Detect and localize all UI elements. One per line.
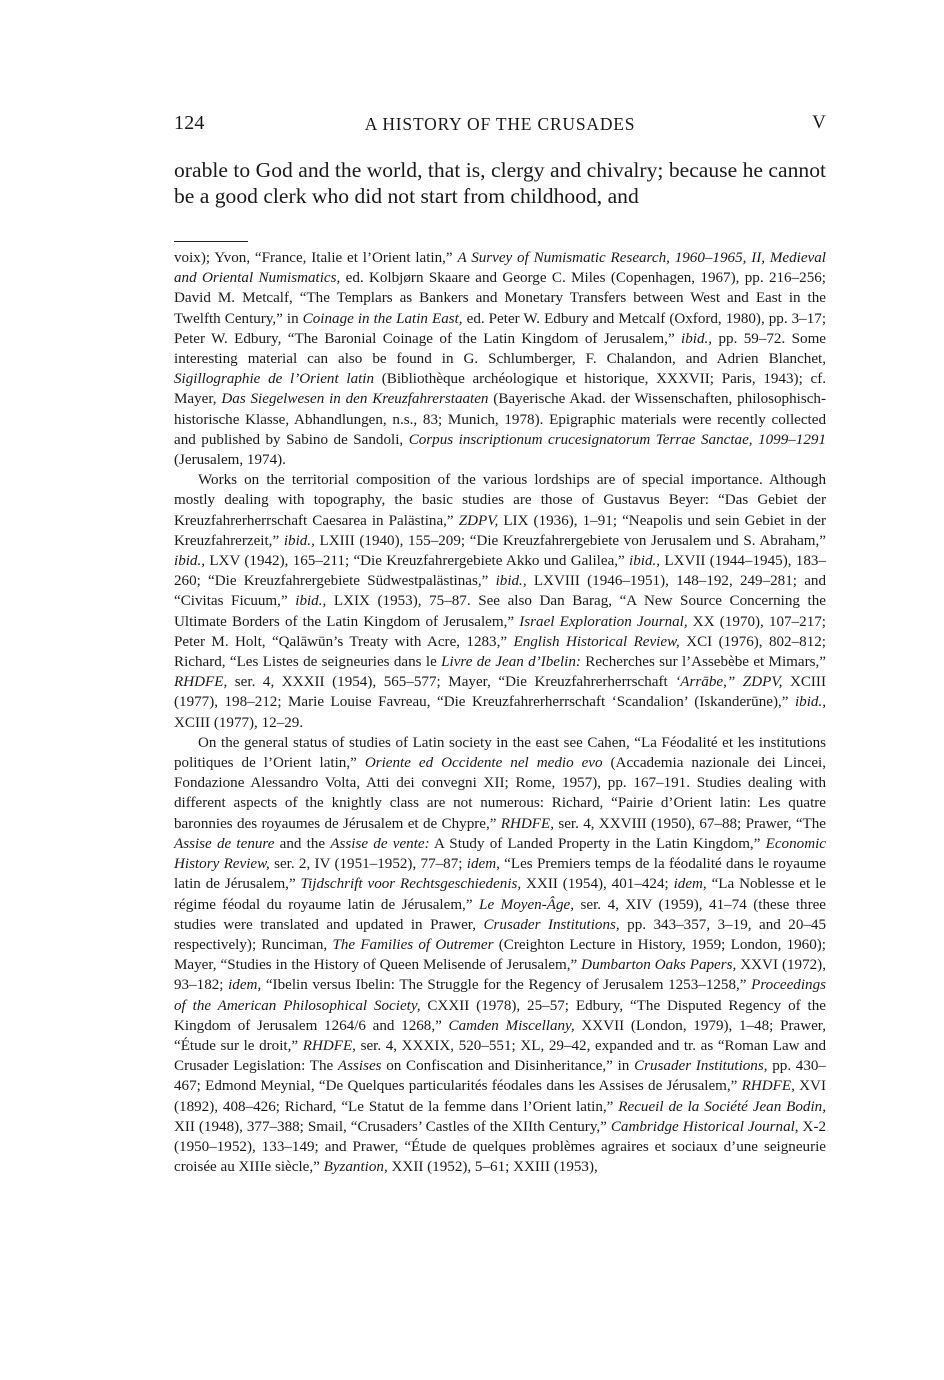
italic-title: idem, (466, 856, 500, 873)
note-text: (Accademia nazionale dei Lincei, Fondazione Alessandro Volta, Atti dei convegni XII; Rome, 1957), pp. 167–191. Studies dealing with different aspects of the knightly class are not numerous: Richard, “Pairie d’Orient latin: Les quatre baronnies des royaumes de Jérusalem et de Chypre,” (174, 755, 826, 832)
italic-title: Economic History Review, (174, 835, 826, 873)
note-text: X-2 (1950–1952), 133–149; and Prawer, “Étude de quelques problèmes agraires et sociaux d’une seigneurie croisée au XIIIe siècle,” (174, 1118, 827, 1176)
italic-title: English Historical Review, (513, 633, 680, 650)
note-text: ed. Peter W. Edbury and Metcalf (Oxford, 1980), pp. 3–17; Peter W. Edbury, “The Baronial Coinage of the Latin Kingdom of Jerusalem,” (174, 310, 827, 347)
italic-title: The Families of Outremer (332, 936, 494, 953)
italic-title: Proceedings of the American Philosophical Society, (174, 977, 826, 1014)
note-text: ed. Kolbjørn Skaare and George C. Miles (Copenhagen, 1967), pp. 216–256; David M. Metcalf, “The Templars as Bankers and Monetary Transfers between West and East in the Twelfth Century,” in (174, 270, 826, 327)
note-text: “Ibelin versus Ibelin: The Struggle for the Regency of Jerusalem 1253–1258,” (261, 977, 752, 994)
note-text: Recherches sur l’Assebèbe et Mimars,” (580, 654, 826, 671)
italic-title: RHDFE, (741, 1078, 795, 1095)
note-text: XCI (1976), 802–812; Richard, “Les Listes de seigneuries dans le (174, 633, 826, 671)
note-text: (Jerusalem, 1974). (174, 452, 286, 469)
italic-title: Crusader Institutions, (483, 916, 620, 933)
note-paragraph (174, 470, 826, 733)
italic-title: idem, (673, 876, 707, 893)
italic-title: Recueil de la Société Jean Bodin, (618, 1098, 826, 1115)
italic-title: Das Siegelwesen in den Kreuzfahrerstaaten (221, 391, 489, 408)
bibliographic-notes (174, 248, 826, 1177)
italic-title: Assise de tenure (174, 835, 275, 852)
note-text: XXVI (1972), 93–182; (174, 957, 826, 994)
note-text: ser. 4, XIV (1959), 41–74 (these three studies were translated and updated in Prawer, (174, 896, 826, 933)
note-text: LXVIII (1946–1951), 148–192, 249–281; and “Civitas Ficuum,” (174, 573, 826, 610)
note-text: ser. 4, XXXIX, 520–551; XL, 29–42, expanded and tr. as “Roman Law and Crusader Legislation: The (174, 1037, 826, 1075)
italic-title: Assise de vente: (330, 835, 430, 852)
page-number: 124 (174, 112, 205, 134)
note-text: ser. 4, XXVIII (1950), 67–88; Prawer, “The (554, 815, 826, 832)
note-paragraph (174, 248, 826, 470)
italic-title: RHDFE, (302, 1037, 356, 1054)
italic-title: Tijdschrift voor Rechtsgeschiedenis, (300, 876, 522, 893)
note-text: XVI (1892), 408–426; Richard, “Le Statut de la femme dans l’Orient latin,” (174, 1078, 826, 1115)
italic-title: Cambridge Historical Journal, (610, 1118, 799, 1135)
note-text: LIX (1936), 1–91; “Neapolis und sein Gebiet in der Kreuzfahrerzeit,” (174, 512, 827, 549)
italic-title: RHDFE, (174, 674, 228, 691)
volume-number: V (812, 112, 826, 133)
italic-title: ibid., (629, 553, 661, 570)
note-text: on Confiscation and Disinheritance,” in (381, 1058, 635, 1075)
note-text: “La Noblesse et le régime féodal du royaume latin de Jérusalem,” (174, 876, 826, 913)
italic-title: Oriente ed Occidente nel medio evo (364, 755, 603, 772)
italic-title: Livre de Jean d’Ibelin: (441, 654, 581, 671)
italic-title: ibid., (495, 573, 527, 590)
note-text: LXIX (1953), 75–87. See also Dan Barag, “A New Source Concerning the Ultimate Borders of the Latin Kingdom of Jerusalem,” (174, 593, 826, 630)
italic-title: ibid., (174, 553, 206, 570)
italic-title: Coinage in the Latin East, (302, 310, 463, 327)
italic-title: Le Moyen-Âge, (479, 896, 574, 913)
note-text: (Creighton Lecture in History, 1959; London, 1960); Mayer, “Studies in the History of Queen Melisende of Jerusalem,” (174, 936, 826, 974)
italic-title: ibid., (295, 593, 327, 610)
italic-title: ZDPV, (458, 512, 499, 529)
note-text: CXXII (1978), 25–57; Edbury, “The Disputed Regency of the Kingdom of Jerusalem 1264/6 and 1268,” (174, 997, 826, 1034)
note-text: LXV (1942), 165–211; “Die Kreuzfahrergebiete Akko und Galilea,” (205, 553, 630, 570)
note-text: (Bayerische Akad. der Wissenschaften, philosophisch-historische Klasse, Abhandlungen, n.s., 83; Munich, 1978). Epigraphic materials were recently collected and published by Sabino de Sandoli, (174, 391, 826, 448)
main-body-text: orable to God and the world, that is, clergy and chivalry; because he cannot be a good clerk who did not start from childhood, and (174, 158, 826, 208)
footnote-rule (174, 241, 248, 242)
italic-title: Crusader Institutions, (634, 1058, 768, 1075)
italic-title: ibid., (794, 694, 826, 711)
note-text: XXII (1954), 401–424; (521, 876, 674, 893)
italic-title: Israel Exploration Journal, (519, 613, 688, 630)
italic-title: ibid., (681, 330, 713, 347)
note-text: ser. 2, IV (1951–1952), 77–87; (269, 856, 467, 873)
note-text: and the (274, 835, 331, 852)
note-text: “Les Premiers temps de la féodalité dans le royaume latin de Jérusalem,” (174, 856, 826, 893)
note-text: (Bibliothèque archéologique et historique, XXXVII; Paris, 1943); cf. Mayer, (174, 371, 826, 408)
note-text: XII (1948), 377–388; Smail, “Crusaders’ Castles of the XIIth Century,” (174, 1118, 611, 1135)
italic-title: Corpus inscriptionum crucesignatorum Terrae Sanctae, 1099–1291 (408, 431, 826, 448)
note-text: ser. 4, XXXII (1954), 565–577; Mayer, “Die Kreuzfahrerherrschaft (227, 674, 676, 691)
italic-title: Byzantion, (323, 1159, 388, 1176)
italic-title: Dumbarton Oaks Papers, (581, 957, 737, 974)
running-header (174, 112, 826, 136)
note-text: Works on the territorial composition of the various lordships are of special importance. Although mostly dealing with topography, the basic studies are those of Gustavus Beyer: “Das Gebiet der Kreuzfahrerherrschaft Caesarea in Palästina,” (174, 472, 826, 529)
note-text: A Study of Landed Property in the Latin Kingdom,” (429, 835, 766, 852)
note-text: XXVII (London, 1979), 1–48; Prawer, “Étude sur le droit,” (174, 1017, 826, 1054)
note-text: XCIII (1977), 198–212; Marie Louise Favreau, “Die Kreuzfahrerherrschaft ‘Scandalion’ (Iskanderūne),” (174, 674, 826, 711)
italic-title: A Survey of Numismatic Research, 1960–1965, II, Medieval and Oriental Numismatics, (174, 250, 826, 287)
italic-title: Assises (337, 1058, 382, 1075)
italic-title: RHDFE, (500, 815, 555, 832)
italic-title: Sigillographie de l’Orient latin (174, 371, 375, 388)
note-text: pp. 59–72. Some interesting material can also be found in G. Schlumberger, F. Chalandon, and Adrien Blanchet, (174, 330, 827, 368)
note-text: LXVII (1944–1945), 183–260; “Die Kreuzfahrergebiete Südwestpalästinas,” (174, 553, 826, 590)
italic-title: idem, (228, 977, 262, 994)
note-text: XXII (1952), 5–61; XXIII (1953), (387, 1159, 598, 1176)
note-text: XX (1970), 107–217; Peter M. Holt, “Qalāwūn’s Treaty with Acre, 1283,” (174, 613, 826, 650)
note-text: voix); Yvon, “France, Italie et l’Orient latin,” (174, 250, 458, 266)
note-text: On the general status of studies of Latin society in the east see Cahen, “La Féodalité et les institutions politiques de l’Orient latin,” (174, 734, 826, 772)
italic-title: ibid., (283, 532, 315, 549)
note-text: pp. 343–357, 3–19, and 20–45 respectively); Runciman, (174, 916, 827, 953)
italic-title: Camden Miscellany, (448, 1017, 575, 1034)
running-title: A HISTORY OF THE CRUSADES (364, 114, 636, 134)
note-paragraph (174, 733, 826, 1177)
note-text: LXIII (1940), 155–209; “Die Kreuzfahrergebiete von Jerusalem und S. Abraham,” (314, 532, 827, 549)
note-text: XCIII (1977), 12–29. (174, 714, 304, 731)
italic-title: ‘Arrābe,” ZDPV, (675, 674, 783, 691)
note-text: pp. 430–467; Edmond Meynial, “De Quelques particularités féodales dans les Assises de Jérusalem,” (174, 1058, 826, 1095)
